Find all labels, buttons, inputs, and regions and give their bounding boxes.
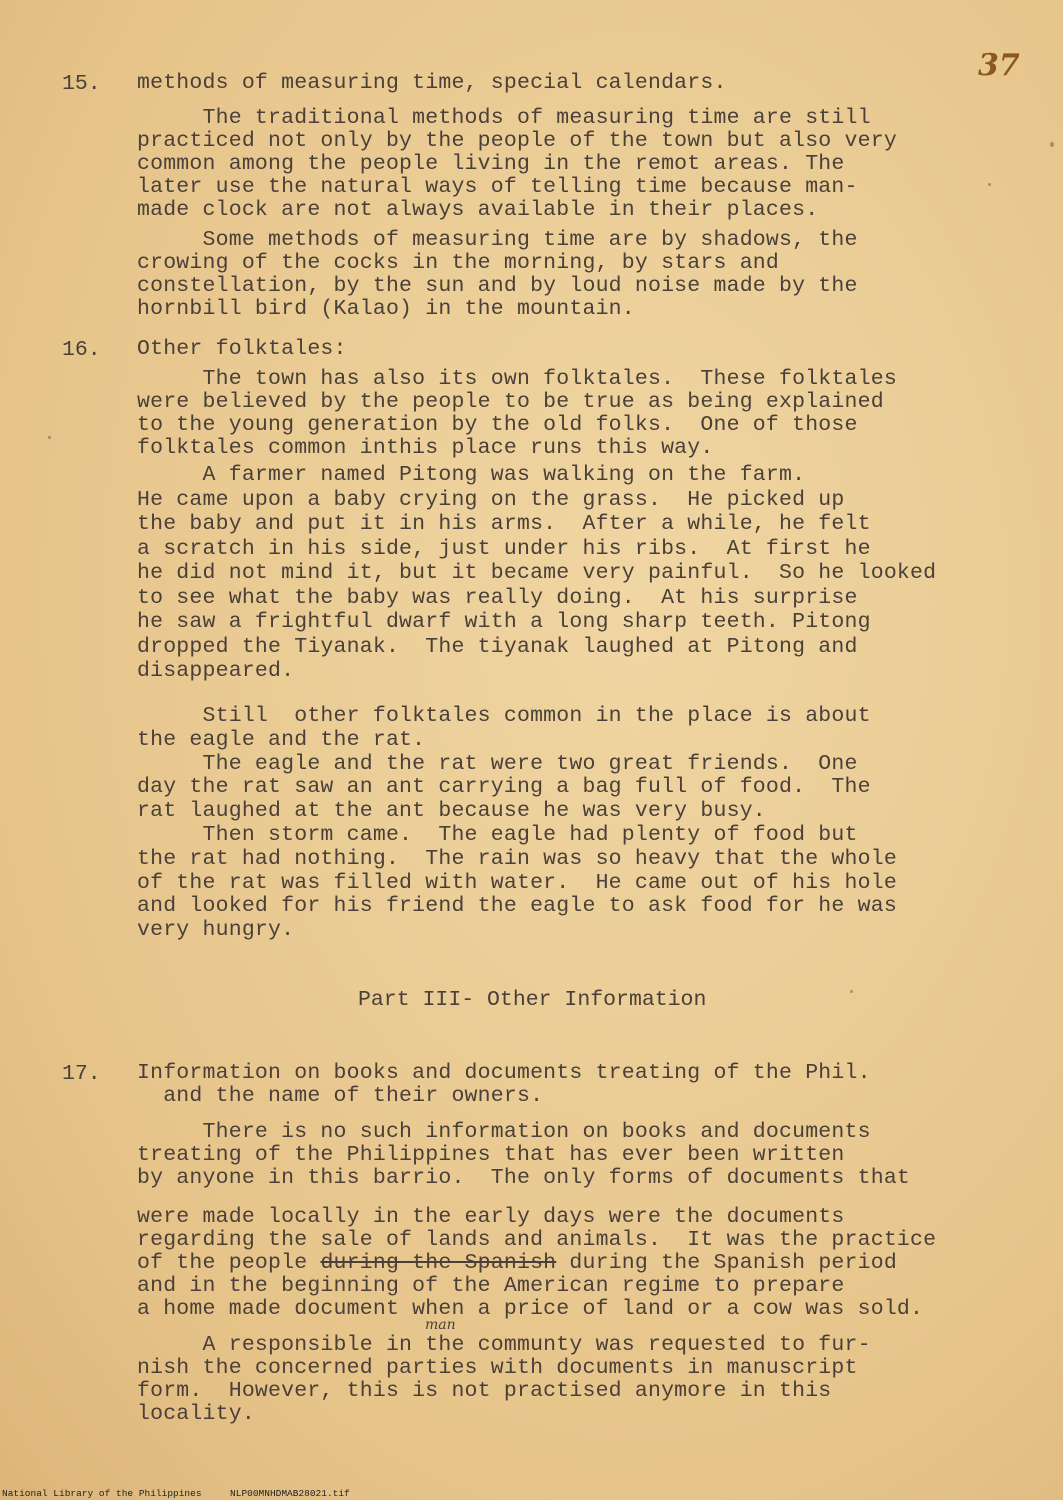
section-16-number: 16. [62, 338, 101, 362]
paper-speck [850, 990, 853, 993]
handwritten-page-number: 37 [978, 48, 1020, 83]
section-17-paragraph-2 [137, 1206, 936, 1321]
section-17-number: 17. [62, 1062, 101, 1086]
part-title: Part III- Other Information [358, 988, 707, 1012]
section-17-paragraph-1: There is no such information on books and documents treating of the Philippines that has ever been written by anyone in this barrio. The only forms of documents that [137, 1120, 911, 1190]
paper-speck [1050, 142, 1054, 147]
section-17-heading: Information on books and documents treating of the Phil. and the name of their owners. [137, 1061, 871, 1108]
section-15-paragraph-2: Some methods of measuring time are by shadows, the crowing of the cocks in the morning, by stars and constellation, by the sun and by loud noise made by the hornbill bird (Kalao) in the mountain. [137, 228, 858, 321]
section-15-paragraph-1: The traditional methods of measuring time are still practiced not only by the people of the town but also very common among the people living in the remot areas. The later use the natural ways of telling time because man- made clock are not always available in their places. [137, 106, 897, 222]
section-16-paragraph-1: The town has also its own folktales. These folktales were believed by the people to be true as being explained to the young generation by the old folks. One of those folktales common inthis place runs this way. [137, 367, 897, 460]
section-16-paragraph-3: Still other folktales common in the place is about the eagle and the rat. The eagle and the rat were two great friends. One day the rat saw an ant carrying a bag full of food. The rat laughed at the ant because he was very busy. Then storm came. The eagle had plenty of food but the rat had nothing. The rain was so heavy that the whole of the rat was filled with water. He came out of his hole and looked for his friend the eagle to ask food for he was very hungry. [137, 704, 897, 943]
paragraph-2-text-end: during the Spanish period and in the beginning of the American regime to prepare a home made document when a price of land or a cow was sold. [137, 1251, 924, 1321]
paragraph-2-text-start: were made locally in the early days were the documents regarding the sale of lands and animals. It was the practice of the people [137, 1205, 937, 1275]
section-16-heading: Other folktales: [137, 337, 347, 361]
paper-speck [988, 183, 991, 186]
section-15-number: 15. [62, 72, 101, 96]
handwritten-insertion: man [425, 1317, 456, 1333]
section-16-paragraph-2: A farmer named Pitong was walking on the farm. He came upon a baby crying on the grass. He picked up the baby and put it in his arms. After a while, he felt a scratch in his side, just under his ribs. At first he he did not mind it, but it became very painful. So he looked to see what the baby was really doing. At his surprise he saw a frightful dwarf with a long sharp teeth. Pitong dropped the Tiyanak. The tiyanak laughed at Pitong and disappeared. [137, 463, 937, 683]
struck-text: during the Spanish [320, 1251, 557, 1275]
paper-speck [48, 436, 51, 439]
section-17-paragraph-3: A responsible in the communty was requested to fur- nish the concerned parties with documents in manuscript form. However, this is not practised anymore in this locality. [137, 1333, 871, 1426]
section-15-heading: methods of measuring time, special calendars. [137, 71, 727, 95]
archive-footer: National Library of the Philippines NLP00MNHDMAB28021.tif [2, 1488, 350, 1499]
